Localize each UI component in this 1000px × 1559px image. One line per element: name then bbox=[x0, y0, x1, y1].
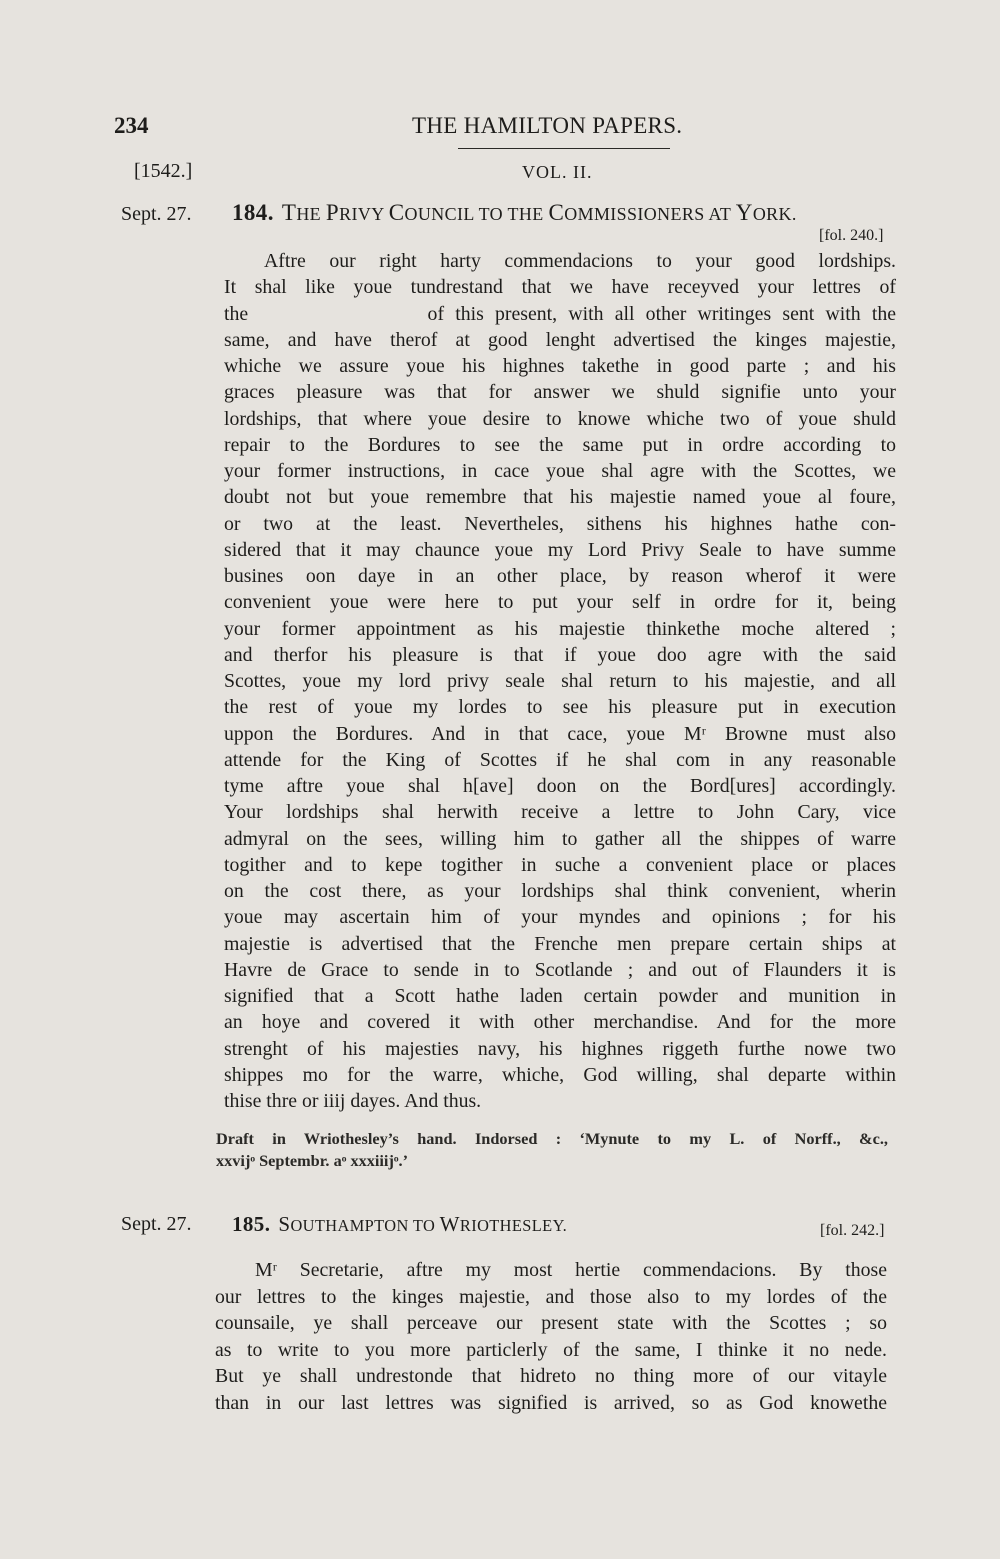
body-line: attende for the King of Scottes if he shal com in any reasonable bbox=[224, 748, 896, 771]
entry-184-note bbox=[216, 1128, 888, 1172]
body-line: Mʳ Secretarie, aftre my most hertie commendacions. By those bbox=[255, 1259, 887, 1281]
body-line: Your lordships shal herwith receive a lettre to John Cary, vice bbox=[224, 801, 896, 824]
body-line: an hoye and covered it with other merchandise. And for the more bbox=[224, 1011, 896, 1034]
year-marker: [1542.] bbox=[134, 160, 193, 182]
body-line: your former appointment as his majestie thinkethe moche altered ; bbox=[224, 617, 896, 640]
entry-184-number: 184. bbox=[232, 200, 274, 225]
entry-185-number: 185. bbox=[232, 1212, 271, 1236]
entry-185-title: SOUTHAMPTON TO WRIOTHESLEY. bbox=[278, 1212, 568, 1236]
body-line: Scottes, youe my lord privy seale shal return to his majestie, and all bbox=[224, 670, 896, 692]
entry-184-date: Sept. 27. bbox=[121, 203, 192, 225]
entry-185-folio: [fol. 242.] bbox=[820, 1222, 885, 1239]
body-line: youe may ascertain him of your myndes and opinions ; for his bbox=[224, 906, 896, 929]
body-line: togither and to kepe togither in suche a convenient place or places bbox=[224, 853, 896, 876]
volume-label: VOL. II. bbox=[522, 162, 593, 182]
entry-185-body bbox=[215, 1257, 887, 1416]
note-line: xxvijᵒ Septembr. aᵒ xxxiiijᵒ.’ bbox=[216, 1151, 409, 1170]
entry-184-folio: [fol. 240.] bbox=[819, 227, 884, 244]
body-line: repair to the Bordures to see the same put in ordre according to bbox=[224, 433, 896, 456]
note-line: Draft in Wriothesley’s hand. Indorsed : ‘Mynute to my L. of Norff., &c., bbox=[216, 1129, 888, 1148]
body-line: your former instructions, in cace youe shal agre with the Scottes, we bbox=[224, 460, 896, 482]
body-line: lordships, that where youe desire to knowe whiche two of youe shuld bbox=[224, 407, 896, 430]
entry-184-heading bbox=[232, 200, 797, 226]
body-line: Aftre our right harty commendacions to your good lordships. bbox=[264, 250, 896, 272]
body-line: whiche we assure youe his highnes takethe in good parte ; and his bbox=[224, 355, 896, 377]
page-number: 234 bbox=[114, 113, 149, 138]
body-line: admyral on the sees, willing him to gather all the shippes of warre bbox=[224, 827, 896, 850]
body-line: counsaile, ye shall perceave our present state with the Scottes ; so bbox=[215, 1312, 887, 1334]
body-line: the rest of youe my lordes to see his pleasure put in execution bbox=[224, 696, 896, 719]
body-line: But ye shall undrestonde that hidreto no thing more of our vitayle bbox=[215, 1365, 887, 1387]
entry-184-title: THE PRIVY COUNCIL TO THE COMMISSIONERS AT YORK. bbox=[281, 200, 797, 225]
body-line: and therfor his pleasure is that if youe doo agre with the said bbox=[224, 643, 896, 666]
body-line: thise thre or iiij dayes. And thus. bbox=[224, 1090, 482, 1112]
heading-rule bbox=[458, 148, 670, 149]
body-line: signified that a Scott hathe laden certain powder and munition in bbox=[224, 985, 896, 1007]
body-line: the of this present, with all other writinges sent with the bbox=[224, 302, 896, 325]
body-line: doubt not but youe remembre that his majestie named youe al foure, bbox=[224, 486, 896, 509]
body-line: uppon the Bordures. And in that cace, youe Mʳ Browne must also bbox=[224, 722, 896, 745]
body-line: graces pleasure was that for answer we shuld signifie unto your bbox=[224, 381, 896, 404]
body-line: shippes mo for the warre, whiche, God willing, shal departe within bbox=[224, 1063, 896, 1086]
body-line: as to write to you more particlerly of the same, I thinke it no nede. bbox=[215, 1338, 887, 1361]
entry-185-heading bbox=[232, 1212, 567, 1237]
body-line: sidered that it may chaunce youe my Lord Privy Seale to have summe bbox=[224, 538, 896, 561]
body-line: majestie is advertised that the Frenche men prepare certain ships at bbox=[224, 932, 896, 955]
body-line: our lettres to the kinges majestie, and those also to my lordes of the bbox=[215, 1285, 887, 1308]
body-line: strenght of his majesties navy, his highnes riggeth furthe nowe two bbox=[224, 1037, 896, 1060]
running-head: THE HAMILTON PAPERS. bbox=[412, 113, 683, 138]
body-line: on the cost there, as your lordships shal think convenient, wherin bbox=[224, 880, 896, 902]
body-line: or two at the least. Nevertheles, sithens his highnes hathe con- bbox=[224, 512, 896, 535]
body-line: It shal like youe tundrestand that we have receyved your lettres of bbox=[224, 276, 896, 299]
entry-184-body bbox=[224, 248, 896, 1114]
body-line: than in our last lettres was signified is arrived, so as God knowethe bbox=[215, 1391, 887, 1414]
body-line: convenient youe were here to put your self in ordre for it, being bbox=[224, 591, 896, 614]
body-line: same, and have therof at good lenght advertised the kinges majestie, bbox=[224, 328, 896, 351]
body-line: tyme aftre youe shal h[ave] doon on the Bord[ures] accordingly. bbox=[224, 775, 896, 797]
entry-185-date: Sept. 27. bbox=[121, 1213, 192, 1235]
body-line: busines oon daye in an other place, by reason wherof it were bbox=[224, 565, 896, 587]
body-line: Havre de Grace to sende in to Scotlande ; and out of Flaunders it is bbox=[224, 958, 896, 981]
